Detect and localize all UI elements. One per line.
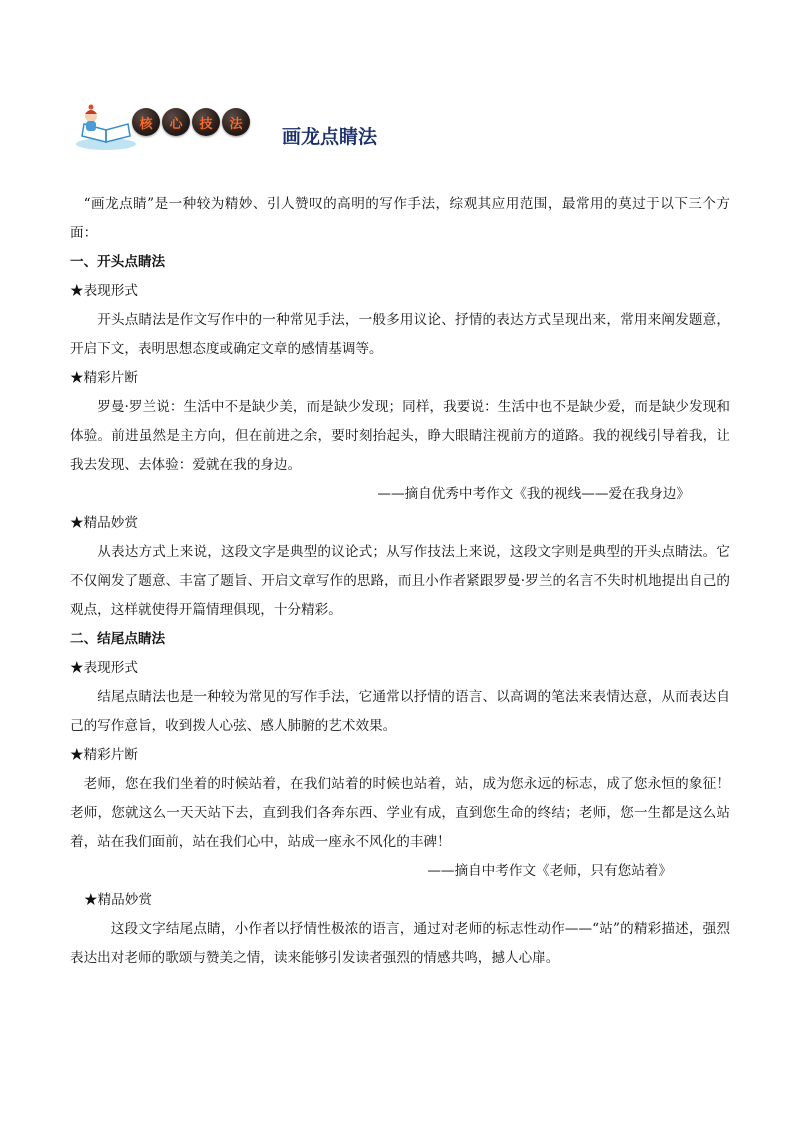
section1-appreciation-label: ★精品妙赏 (70, 515, 138, 531)
reading-student-icon (76, 102, 138, 152)
section1-form-label: ★表现形式 (70, 283, 138, 299)
document-body (70, 190, 730, 973)
intro-paragraph: “画龙点睛”是一种较为精妙、引人赞叹的高明的写作手法，综观其应用范围，最常用的莫过于以下三个方面： (70, 196, 730, 241)
section1-source: ——摘自优秀中考作文《我的视线——爱在我身边》 (377, 486, 690, 502)
section2-excerpt-label: ★精彩片断 (70, 747, 138, 763)
badge-he: 核 (132, 108, 160, 136)
page-title: 画龙点睛法 (282, 126, 378, 148)
section1-appreciation-text: 从表达方式上来说，这段文字是典型的议论式；从写作技法上来说，这段文字则是典型的开头点睛法。它不仅阐发了题意、丰富了题旨、开启文章写作的思路，而且小作者紧跟罗曼·罗兰的名言不失时机地提出自己的观点，这样就使得开篇情理俱现，十分精彩。 (70, 544, 730, 618)
section1-excerpt-text: 罗曼·罗兰说：生活中不是缺少美，而是缺少发现；同样，我要说：生活中也不是缺少爱，而是缺少发现和体验。前进虽然是主方向，但在前进之余，要时刻抬起头，睁大眼睛注视前方的道路。我的视线引导着我，让我去发现、去体验：爱就在我的身边。 (70, 399, 730, 473)
section2-appreciation-text: 这段文字结尾点睛，小作者以抒情性极浓的语言，通过对老师的标志性动作——“站”的精彩描述，强烈表达出对老师的歌颂与赞美之情，读来能够引发读者强烈的情感共鸣，撼人心扉。 (70, 921, 730, 966)
badge-xin: 心 (162, 108, 190, 136)
section1-heading: 一、开头点睛法 (70, 254, 166, 270)
section1-excerpt-label: ★精彩片断 (70, 370, 138, 386)
section2-source: ——摘自中考作文《老师，只有您站着》 (427, 863, 672, 879)
badge-fa: 法 (222, 108, 250, 136)
section2-heading: 二、结尾点睛法 (70, 631, 166, 647)
section2-appreciation-label: ★精品妙赏 (84, 892, 152, 908)
section2-form-label: ★表现形式 (70, 660, 138, 676)
section2-form-text: 结尾点睛法也是一种较为常见的写作手法，它通常以抒情的语言、以高调的笔法来表情达意，从而表达自己的写作意旨，收到拨人心弦、感人肺腑的艺术效果。 (70, 689, 730, 734)
section2-excerpt-text: 老师，您在我们坐着的时候站着，在我们站着的时候也站着，站，成为您永远的标志，成了您永恒的象征！老师，您就这么一天天站下去，直到我们各奔东西、学业有成，直到您生命的终结；老师，您一生都是这么站着，站在我们面前，站在我们心中，站成一座永不风化的丰碑！ (70, 776, 730, 850)
badge-ji: 技 (192, 108, 220, 136)
badge-row (132, 108, 250, 136)
section-banner (76, 102, 276, 154)
section1-form-text: 开头点睛法是作文写作中的一种常见手法，一般多用议论、抒情的表达方式呈现出来，常用来阐发题意，开启下文，表明思想态度或确定文章的感情基调等。 (70, 312, 730, 357)
